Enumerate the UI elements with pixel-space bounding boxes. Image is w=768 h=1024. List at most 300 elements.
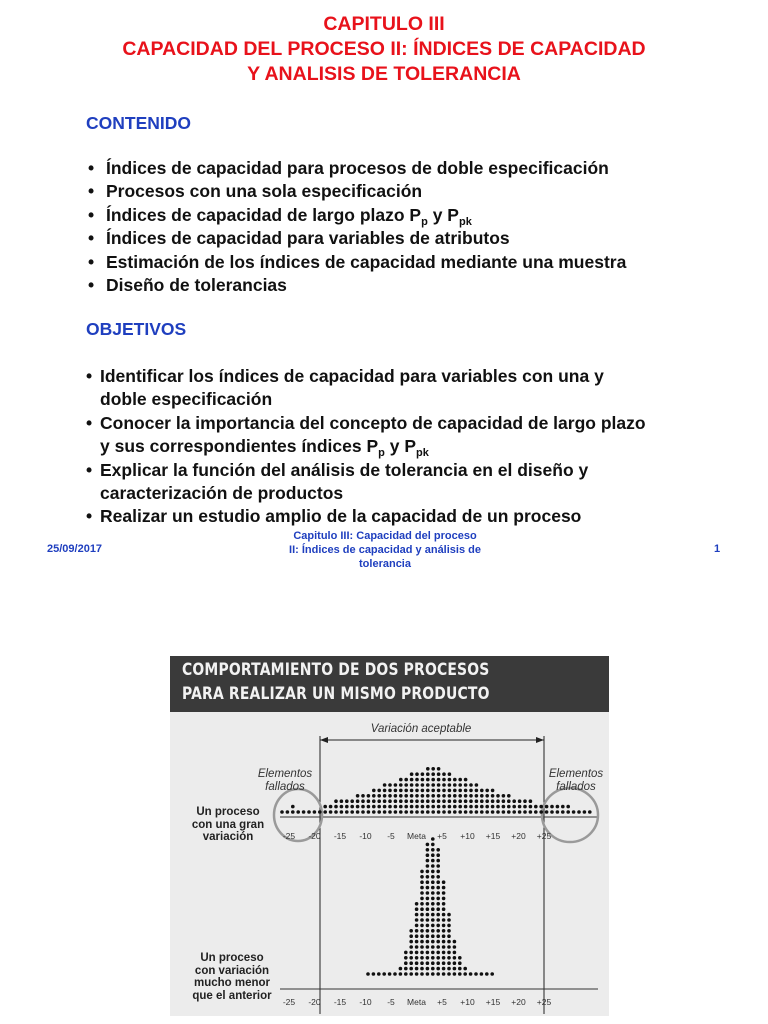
dot: [561, 810, 565, 814]
dot: [383, 783, 387, 787]
dot: [426, 940, 430, 944]
dot: [361, 799, 365, 803]
dot: [426, 783, 430, 787]
dot: [458, 961, 462, 965]
dot: [442, 961, 446, 965]
scale-tick-label: -15: [333, 831, 347, 841]
dot: [415, 940, 419, 944]
dot: [404, 956, 408, 960]
dot: [394, 794, 398, 798]
dot: [404, 961, 408, 965]
dot: [437, 789, 441, 793]
dot: [431, 897, 435, 901]
dot: [464, 794, 468, 798]
dot: [409, 956, 413, 960]
dot: [572, 810, 576, 814]
dot: [426, 880, 430, 884]
dot: [399, 794, 403, 798]
dot: [431, 870, 435, 874]
dot: [436, 864, 440, 868]
dot: [361, 794, 365, 798]
dot: [502, 799, 506, 803]
dot: [431, 891, 435, 895]
dot: [399, 810, 403, 814]
dot: [388, 805, 392, 809]
dot: [410, 794, 414, 798]
dot: [372, 789, 376, 793]
dot: [442, 929, 446, 933]
dot: [426, 897, 430, 901]
dot: [458, 794, 462, 798]
dot: [464, 783, 468, 787]
dot: [490, 972, 494, 976]
dot: [534, 805, 538, 809]
dot: [415, 799, 419, 803]
dot: [442, 891, 446, 895]
scale-bottom: [283, 997, 552, 1007]
dot: [469, 789, 473, 793]
dot: [583, 810, 587, 814]
dot: [420, 907, 424, 911]
dot: [383, 789, 387, 793]
dot: [431, 951, 435, 955]
scale-tick-label: Meta: [407, 997, 426, 1007]
dot: [507, 794, 511, 798]
dot: [448, 805, 452, 809]
dot: [426, 924, 430, 928]
scale-tick-label: +5: [437, 831, 447, 841]
dot: [518, 805, 522, 809]
dot: [372, 810, 376, 814]
dot: [415, 783, 419, 787]
dot: [420, 902, 424, 906]
dot: [415, 810, 419, 814]
dot: [436, 870, 440, 874]
dot: [399, 783, 403, 787]
dot: [409, 967, 413, 971]
dot: [431, 794, 435, 798]
dot: [448, 810, 452, 814]
process-two-label: Un proceso con variación mucho menor que el anterior: [192, 952, 272, 1002]
dot: [420, 929, 424, 933]
dot: [545, 805, 549, 809]
dot: [291, 805, 295, 809]
dot: [415, 794, 419, 798]
dot: [420, 934, 424, 938]
dot: [458, 810, 462, 814]
failed-elements-right-label: Elementos fallados: [548, 768, 604, 793]
dot: [507, 805, 511, 809]
dot: [447, 967, 451, 971]
dot: [475, 794, 479, 798]
dot: [480, 972, 484, 976]
dot: [464, 789, 468, 793]
dot: [480, 805, 484, 809]
dot: [410, 805, 414, 809]
dot: [431, 772, 435, 776]
dot: [372, 972, 376, 976]
dot: [356, 810, 360, 814]
dot: [415, 907, 419, 911]
dot: [566, 805, 570, 809]
dot: [442, 880, 446, 884]
contenido-item: • Índices de capacidad para variables de atributos: [86, 227, 626, 250]
dot: [404, 789, 408, 793]
dot: [436, 945, 440, 949]
dot: [436, 967, 440, 971]
dot: [496, 810, 500, 814]
dot: [367, 794, 371, 798]
objetivos-item: • Realizar un estudio amplio de la capacidad de un proceso: [86, 505, 646, 528]
dot: [512, 805, 516, 809]
dot: [426, 859, 430, 863]
dot: [410, 778, 414, 782]
scale-tick-label: +20: [511, 997, 526, 1007]
dot: [426, 864, 430, 868]
dot: [431, 778, 435, 782]
scale-tick-label: -5: [387, 997, 395, 1007]
dot: [415, 929, 419, 933]
dot: [431, 875, 435, 879]
dot: [426, 794, 430, 798]
dot: [480, 810, 484, 814]
dot: [426, 886, 430, 890]
dot: [507, 799, 511, 803]
dot: [431, 945, 435, 949]
dot: [367, 805, 371, 809]
dot: [469, 794, 473, 798]
dot: [442, 945, 446, 949]
dot: [383, 805, 387, 809]
dot: [448, 783, 452, 787]
dot: [286, 810, 290, 814]
dot: [399, 972, 403, 976]
dot: [420, 951, 424, 955]
dot: [350, 810, 354, 814]
dot: [409, 951, 413, 955]
dot: [404, 799, 408, 803]
dot: [426, 767, 430, 771]
scale-tick-label: -15: [333, 997, 347, 1007]
dot: [431, 886, 435, 890]
dot: [388, 794, 392, 798]
dot: [431, 907, 435, 911]
dot: [512, 810, 516, 814]
objetivos-item: • Conocer la importancia del concepto de capacidad de largo plazo y sus correspondientes índices $P_p$ y $P_{pk}$: [86, 412, 646, 459]
dot: [394, 810, 398, 814]
chapter-title: CAPITULO III: [323, 13, 445, 35]
dot: [426, 805, 430, 809]
dot: [388, 783, 392, 787]
dot: [491, 789, 495, 793]
dot: [377, 799, 381, 803]
objetivos-item: • Identificar los índices de capacidad para variables con una y doble especificación: [86, 365, 646, 412]
dot: [415, 961, 419, 965]
dot: [458, 956, 462, 960]
dot: [485, 794, 489, 798]
dot: [436, 972, 440, 976]
dot: [475, 799, 479, 803]
dot: [539, 810, 543, 814]
dot: [323, 810, 327, 814]
dot: [415, 945, 419, 949]
dot: [420, 886, 424, 890]
dot: [442, 886, 446, 890]
scale-tick-label: -10: [359, 831, 372, 841]
scale-tick-label: +10: [460, 997, 475, 1007]
dot: [556, 810, 560, 814]
dot: [329, 805, 333, 809]
dot: [366, 972, 370, 976]
contenido-item: • Índices de capacidad para procesos de doble especificación: [86, 157, 626, 180]
dot: [409, 934, 413, 938]
dot: [426, 778, 430, 782]
dot: [469, 783, 473, 787]
dot: [394, 789, 398, 793]
dot: [475, 783, 479, 787]
contenido-item: • Índices de capacidad de largo plazo $P_p$ y $P_{pk}$: [86, 204, 626, 227]
dot: [448, 778, 452, 782]
dot: [523, 799, 527, 803]
dot: [426, 945, 430, 949]
dot: [426, 875, 430, 879]
dot: [410, 799, 414, 803]
dot: [340, 805, 344, 809]
dot: [356, 794, 360, 798]
dot: [394, 783, 398, 787]
dot: [529, 799, 533, 803]
dot: [415, 967, 419, 971]
dot: [566, 810, 570, 814]
contenido-item: • Diseño de tolerancias: [86, 274, 626, 297]
dot: [496, 794, 500, 798]
dot: [442, 951, 446, 955]
dot: [426, 902, 430, 906]
dot: [436, 886, 440, 890]
dot: [442, 897, 446, 901]
dot: [534, 810, 538, 814]
dot: [399, 789, 403, 793]
dot: [420, 956, 424, 960]
scale-tick-label: +25: [536, 831, 552, 841]
dot: [409, 945, 413, 949]
dot: [377, 789, 381, 793]
dot: [523, 810, 527, 814]
dot: [502, 810, 506, 814]
dot: [436, 907, 440, 911]
dot: [447, 918, 451, 922]
dot: [372, 799, 376, 803]
dot: [350, 799, 354, 803]
dot: [431, 924, 435, 928]
dot: [356, 799, 360, 803]
dot: [458, 805, 462, 809]
dot: [383, 810, 387, 814]
dot: [426, 929, 430, 933]
dot: [291, 810, 295, 814]
dot: [383, 799, 387, 803]
dot: [491, 794, 495, 798]
dot: [447, 945, 451, 949]
dot: [388, 810, 392, 814]
figure-title-line1: COMPORTAMIENTO DE DOS PROCESOS: [182, 660, 490, 680]
dot: [447, 961, 451, 965]
dot: [545, 810, 549, 814]
dot: [442, 956, 446, 960]
dot: [485, 972, 489, 976]
dot: [431, 853, 435, 857]
dot: [415, 934, 419, 938]
dot: [502, 805, 506, 809]
dot: [469, 799, 473, 803]
dot: [523, 805, 527, 809]
dot: [480, 789, 484, 793]
dot: [426, 772, 430, 776]
dot: [421, 778, 425, 782]
failed-elements-left-label: Elementos fallados: [257, 768, 313, 793]
dot: [340, 810, 344, 814]
dot: [437, 805, 441, 809]
dot: [420, 945, 424, 949]
chapter-subtitle-line2: Y ANALISIS DE TOLERANCIA: [247, 63, 521, 85]
dot: [431, 918, 435, 922]
dot: [453, 810, 457, 814]
dot: [556, 805, 560, 809]
dot: [426, 891, 430, 895]
dot: [431, 967, 435, 971]
dot: [453, 956, 457, 960]
dot: [485, 805, 489, 809]
process-comparison-figure: [170, 656, 609, 1016]
dot: [431, 843, 435, 847]
dot: [345, 810, 349, 814]
dot: [350, 805, 354, 809]
dot: [469, 972, 473, 976]
dot: [426, 870, 430, 874]
dot: [410, 783, 414, 787]
dot: [453, 940, 457, 944]
dot: [431, 783, 435, 787]
dot: [415, 902, 419, 906]
dot: [436, 880, 440, 884]
scale-tick-label: +25: [536, 997, 552, 1007]
dot: [458, 778, 462, 782]
dot: [550, 810, 554, 814]
dot: [426, 972, 430, 976]
dot: [404, 778, 408, 782]
dot: [367, 799, 371, 803]
scale-tick-label: -25: [282, 997, 296, 1007]
dot: [420, 870, 424, 874]
scale-tick-label: -20: [308, 997, 321, 1007]
scale-tick-label: -20: [308, 831, 321, 841]
dot: [442, 805, 446, 809]
dot: [442, 907, 446, 911]
dot: [577, 810, 581, 814]
dot: [431, 972, 435, 976]
dot: [485, 799, 489, 803]
dot: [458, 783, 462, 787]
dot: [539, 805, 543, 809]
dot: [447, 951, 451, 955]
objetivos-list: [86, 365, 646, 529]
dot: [442, 913, 446, 917]
dot: [431, 940, 435, 944]
dot: [474, 972, 478, 976]
contenido-list: [86, 157, 626, 297]
dot: [437, 767, 441, 771]
dot: [415, 924, 419, 928]
dot: [448, 772, 452, 776]
dot: [420, 924, 424, 928]
dot: [410, 772, 414, 776]
dot: [377, 794, 381, 798]
dot: [415, 772, 419, 776]
dot: [383, 794, 387, 798]
dot: [436, 913, 440, 917]
dot: [323, 805, 327, 809]
scale-tick-label: -25: [282, 831, 296, 841]
scale-tick-label: +10: [460, 831, 475, 841]
dot: [469, 810, 473, 814]
dot: [431, 805, 435, 809]
dot: [399, 778, 403, 782]
dot: [496, 805, 500, 809]
dot: [442, 794, 446, 798]
dot: [431, 810, 435, 814]
dot: [518, 799, 522, 803]
dot: [447, 913, 451, 917]
dot: [345, 799, 349, 803]
dot: [447, 940, 451, 944]
dot: [318, 810, 322, 814]
dot: [421, 799, 425, 803]
dot: [382, 972, 386, 976]
dot: [442, 772, 446, 776]
dot: [404, 783, 408, 787]
dot: [404, 967, 408, 971]
dot: [491, 810, 495, 814]
dot: [329, 810, 333, 814]
dot: [442, 924, 446, 928]
dot: [453, 794, 457, 798]
dot: [431, 837, 435, 841]
dot: [442, 972, 446, 976]
contenido-item: • Procesos con una sola especificación: [86, 180, 626, 203]
dot: [426, 810, 430, 814]
dot: [464, 799, 468, 803]
dot: [356, 805, 360, 809]
dot: [420, 918, 424, 922]
dot: [394, 799, 398, 803]
dot: [436, 891, 440, 895]
dot: [442, 799, 446, 803]
scale-tick-label: +20: [511, 831, 526, 841]
dot: [431, 859, 435, 863]
dot: [426, 967, 430, 971]
dot: [426, 913, 430, 917]
dot: [334, 810, 338, 814]
dot: [436, 961, 440, 965]
dot: [436, 902, 440, 906]
dot: [421, 810, 425, 814]
dot: [426, 934, 430, 938]
dot: [426, 843, 430, 847]
dot: [399, 805, 403, 809]
dot: [437, 794, 441, 798]
dot: [491, 799, 495, 803]
dot: [415, 778, 419, 782]
